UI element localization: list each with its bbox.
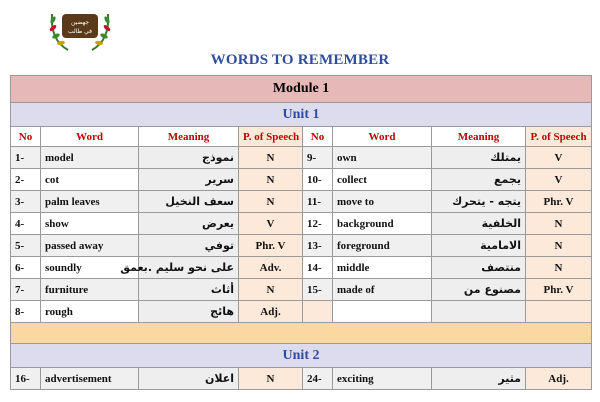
row-number: 13- xyxy=(303,235,333,257)
pos-cell: V xyxy=(526,147,592,169)
pos-cell: N xyxy=(239,368,303,390)
unit-header-row xyxy=(11,103,592,127)
meaning-cell: يتجه - يتحرك xyxy=(432,191,526,213)
meaning-cell: نموذج xyxy=(139,147,239,169)
unit-title: Unit 1 xyxy=(11,103,592,127)
word-cell: advertisement xyxy=(41,368,139,390)
pos-cell: V xyxy=(526,169,592,191)
empty-cell xyxy=(432,301,526,323)
table-row xyxy=(11,279,592,301)
meaning-cell: اعلان xyxy=(139,368,239,390)
module-title: Module 1 xyxy=(11,76,592,103)
word-cell: middle xyxy=(333,257,432,279)
row-number: 10- xyxy=(303,169,333,191)
empty-cell xyxy=(526,301,592,323)
meaning-cell: مثير xyxy=(432,368,526,390)
meaning-cell: سرير xyxy=(139,169,239,191)
table-row xyxy=(11,213,592,235)
table-row xyxy=(11,191,592,213)
pos-cell: V xyxy=(239,213,303,235)
unit-title: Unit 2 xyxy=(11,344,592,368)
page-title: WORDS TO REMEMBER xyxy=(210,52,390,68)
meaning-cell: الخلفية xyxy=(432,213,526,235)
vocabulary-table xyxy=(10,75,592,390)
laurel-wreath-logo xyxy=(38,4,122,54)
row-number: 4- xyxy=(11,213,41,235)
row-number: 6- xyxy=(11,257,41,279)
row-number: 12- xyxy=(303,213,333,235)
word-cell: background xyxy=(333,213,432,235)
meaning-cell: هائج xyxy=(139,301,239,323)
pos-cell: N xyxy=(526,235,592,257)
meaning-cell: على نحو سليم .بعمق xyxy=(139,257,239,279)
header-pos: P. of Speech xyxy=(239,127,303,147)
pos-cell: N xyxy=(239,279,303,301)
header-no: No xyxy=(303,127,333,147)
word-cell: collect xyxy=(333,169,432,191)
row-number: 3- xyxy=(11,191,41,213)
header-word: Word xyxy=(333,127,432,147)
table-row xyxy=(11,368,592,390)
word-cell: made of xyxy=(333,279,432,301)
module-header-row xyxy=(11,76,592,103)
pos-cell: Phr. V xyxy=(239,235,303,257)
table-row xyxy=(11,169,592,191)
row-number: 15- xyxy=(303,279,333,301)
row-number: 2- xyxy=(11,169,41,191)
table-row xyxy=(11,235,592,257)
word-cell: foreground xyxy=(333,235,432,257)
meaning-cell: يجمع xyxy=(432,169,526,191)
pos-cell: Adj. xyxy=(239,301,303,323)
pos-cell: N xyxy=(526,257,592,279)
row-number: 11- xyxy=(303,191,333,213)
header-meaning: Meaning xyxy=(432,127,526,147)
pos-cell: N xyxy=(239,147,303,169)
section-spacer xyxy=(11,323,592,344)
header-word: Word xyxy=(41,127,139,147)
meaning-cell: يعرض xyxy=(139,213,239,235)
table-row xyxy=(11,257,592,279)
meaning-cell: سعف النخيل xyxy=(139,191,239,213)
meaning-cell: توفي xyxy=(139,235,239,257)
header-meaning: Meaning xyxy=(139,127,239,147)
row-number: 24- xyxy=(303,368,333,390)
word-cell: soundly xyxy=(41,257,139,279)
pos-cell: N xyxy=(239,169,303,191)
pos-cell: Adj. xyxy=(526,368,592,390)
meaning-cell: أثاث xyxy=(139,279,239,301)
word-cell: cot xyxy=(41,169,139,191)
word-cell: move to xyxy=(333,191,432,213)
word-cell: palm leaves xyxy=(41,191,139,213)
table-row xyxy=(11,301,592,323)
word-cell: rough xyxy=(41,301,139,323)
spacer-cell xyxy=(11,323,592,344)
word-cell: exciting xyxy=(333,368,432,390)
row-number: 7- xyxy=(11,279,41,301)
row-number: 5- xyxy=(11,235,41,257)
meaning-cell: مصنوع من xyxy=(432,279,526,301)
pos-cell: Phr. V xyxy=(526,279,592,301)
row-number: 16- xyxy=(11,368,41,390)
pos-cell: Adv. xyxy=(239,257,303,279)
word-cell: passed away xyxy=(41,235,139,257)
pos-cell: N xyxy=(526,213,592,235)
header-pos: P. of Speech xyxy=(526,127,592,147)
meaning-cell: الامامية xyxy=(432,235,526,257)
unit-header-row xyxy=(11,344,592,368)
row-number: 8- xyxy=(11,301,41,323)
meaning-cell: يمتلك xyxy=(432,147,526,169)
pos-cell: N xyxy=(239,191,303,213)
logo-text-line2: في طالب xyxy=(67,28,93,35)
empty-cell xyxy=(333,301,432,323)
meaning-cell: منتصف xyxy=(432,257,526,279)
pos-cell: Phr. V xyxy=(526,191,592,213)
logo-text-line1: جهضين xyxy=(70,19,90,26)
column-header-row xyxy=(11,127,592,147)
word-cell: furniture xyxy=(41,279,139,301)
row-number: 1- xyxy=(11,147,41,169)
word-cell: own xyxy=(333,147,432,169)
header-no: No xyxy=(11,127,41,147)
empty-cell xyxy=(303,301,333,323)
row-number: 9- xyxy=(303,147,333,169)
row-number: 14- xyxy=(303,257,333,279)
word-cell: model xyxy=(41,147,139,169)
word-cell: show xyxy=(41,213,139,235)
table-row xyxy=(11,147,592,169)
